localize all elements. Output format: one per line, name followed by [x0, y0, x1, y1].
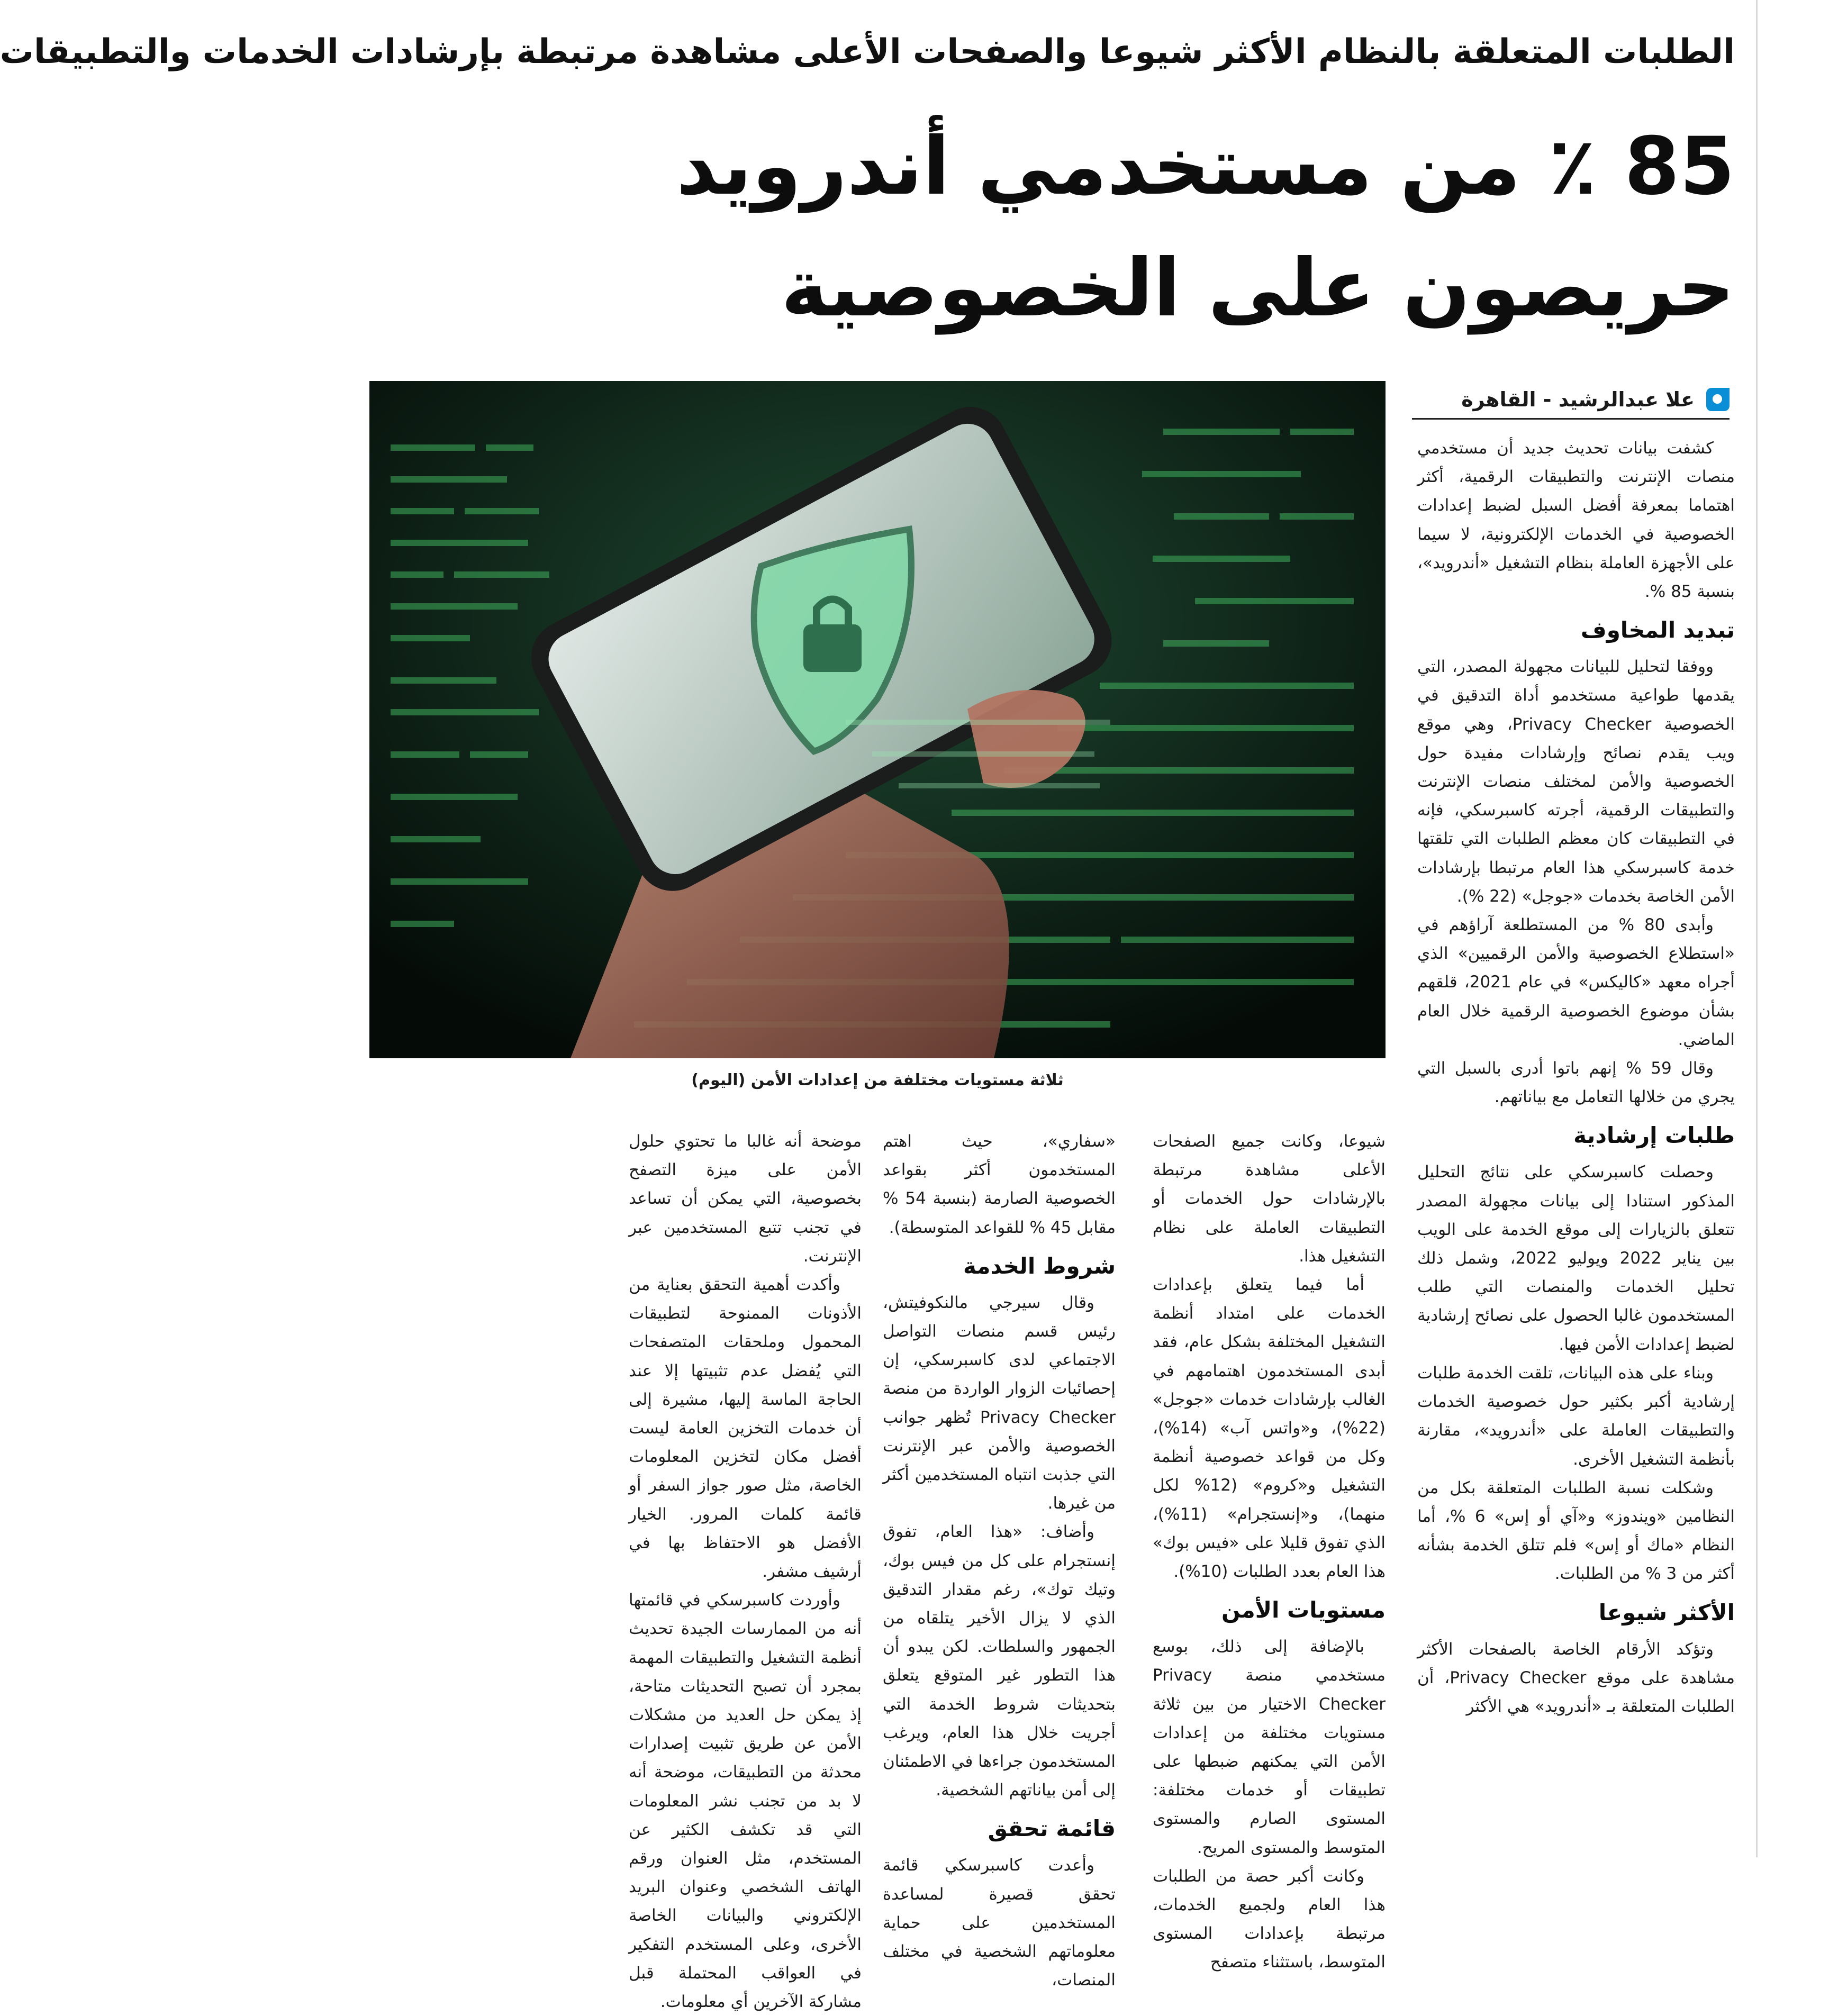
article-photo [369, 381, 1386, 1058]
kicker: الطلبات المتعلقة بالنظام الأكثر شيوعا والصفحات الأعلى مشاهدة مرتبطة بإرشادات الخدمات والتطبيقات [0, 32, 1735, 71]
paragraph: وبناء على هذه البيانات، تلقت الخدمة طلبات إرشادية أكبر بكثير حول خصوصية الخدمات والتطبيقات العاملة على «أندرويد»، مقارنة بأنظمة التشغيل الأخرى. [1417, 1363, 1735, 1469]
paragraph: وأعدت كاسبرسكي قائمة تحقق قصيرة لمساعدة المستخدمين على حماية معلوماتهم الشخصية في مختلف المنصات، [883, 1856, 1116, 1990]
paragraph: وشكلت نسبة الطلبات المتعلقة بكل من النظامين «ويندوز» و«آي أو إس» 6 %، أما النظام «ماك أو إس» فلم تتلق الخدمة بشأنه أكثر من 3 % من الطلبات. [1417, 1478, 1735, 1584]
subheading: شروط الخدمة [963, 1252, 1116, 1279]
paragraph: وأكدت أهمية التحقق بعناية من الأذونات الممنوحة لتطبيقات المحمول وملحقات المتصفحات التي يُفضل عدم تثبيتها إلا عند الحاجة الماسة إليها، مشيرة إلى أن خدمات التخزين العامة ليست أفضل مكان لتخزين المعلومات الخاصة، مثل صور جواز السفر أو قائمة كلمات المرور. الخيار الأفضل هو الاحتفاظ بها في أرشيف مشفر. [629, 1275, 862, 1582]
paragraph: وتؤكد الأرقام الخاصة بالصفحات الأكثر مشاهدة على موقع Privacy Checker، أن الطلبات المتعلقة بـ «أندرويد» هي الأكثر [1417, 1639, 1735, 1716]
paragraph: ووفقا لتحليل للبيانات مجهولة المصدر، التي يقدمها طواعية مستخدمو أداة التدقيق في الخصوصية Privacy Checker، وهي موقع ويب يقدم نصائح وإرشادات مفيدة حول الخصوصية والأمن لمختلف منصات الإنترنت والتطبيقات الرقمية، أجرته كاسبرسكي، فإنه في التطبيقات كان معظم الطلبات التي تلقتها خدمة كاسبرسكي هذا العام مرتبطا بإرشادات الأمن الخاصة بخدمات «جوجل» (22 %). [1417, 657, 1735, 906]
subheading: تبديد المخاوف [1580, 617, 1735, 643]
byline-text: علا عبدالرشيد - القاهرة [1461, 388, 1695, 411]
article-column-4 [629, 1127, 862, 2012]
paragraph: أما فيما يتعلق بإعدادات الخدمات على امتداد أنظمة التشغيل المختلفة بشكل عام، فقد أبدى المستخدمون اهتمامهم في الغالب بإرشادات خدمات «جوجل» (22%)، و«واتس آب» (14%)، وكل من قواعد خصوصية أنظمة التشغيل و«كروم» (12% لكل منهما)، و«إنستجرام» (11%)، الذي تفوق قليلا على «فيس بوك» هذا العام بعدد الطلبات (10%). [1153, 1275, 1386, 1582]
phone-security-illustration [369, 381, 1386, 1058]
subheading: طلبات إرشادية [1573, 1122, 1735, 1149]
paragraph: وحصلت كاسبرسكي على نتائج التحليل المذكور استنادا إلى بيانات مجهولة المصدر تتعلق بالزيارات إلى موقع الخدمة على الويب بين يناير 2022 ويوليو 2022، وشمل ذلك تحليل الخدمات والمنصات التي طلب المستخدمون غالبا الحصول على نصائح إرشادية لضبط إعدادات الأمن فيها. [1417, 1163, 1735, 1354]
paragraph: وقال 59 % إنهم باتوا أدرى بالسبل التي يجري من خلالها التعامل مع بياناتهم. [1417, 1059, 1735, 1107]
headline: 85 ٪ من مستخدمي أندرويد حريصون على الخصوصية [676, 121, 1735, 334]
article-column-1 [1417, 434, 1735, 1841]
subheading: مستويات الأمن [1221, 1597, 1386, 1623]
photo-caption: ثلاثة مستويات مختلفة من إعدادات الأمن (اليوم) [691, 1071, 1064, 1089]
paragraph: وقال سيرجي مالنكوفيتش، رئيس قسم منصات التواصل الاجتماعي لدى كاسبرسكي، إن إحصائيات الزوار الواردة من منصة Privacy Checker تُظهر جوانب الخصوصية والأمن عبر الإنترنت التي جذبت انتباه المستخدمين أكثر من غيرها. [883, 1293, 1116, 1513]
paragraph: وأبدى 80 % من المستطلعة آراؤهم في «استطلاع الخصوصية والأمن الرقميين» الذي أجراه معهد «كاليكس» في عام 2021، قلقهم بشأن موضوع الخصوصية الرقمية خلال العام الماضي. [1417, 915, 1735, 1049]
paragraph: وأضاف: «هذا العام، تفوق إنستجرام على كل من فيس بوك، وتيك توك»، رغم مقدار التدقيق الذي لا يزال الأخير يتلقاه من الجمهور والسلطات. لكن يبدو أن هذا التطور غير المتوقع يتعلق بتحديثات شروط الخدمة التي أجريت خلال هذا العام، ويرغب المستخدمون جراءها في الاطمئنان إلى أمن بياناتهم الشخصية. [883, 1522, 1116, 1800]
article-column-5 [369, 1127, 602, 1841]
paragraph: بالإضافة إلى ذلك، بوسع مستخدمي منصة Privacy Checker الاختيار من بين ثلاثة مستويات مختلفة من إعدادات الأمن التي يمكنهم ضبطها على تطبيقات أو خدمات مختلفة: المستوى الصارم والمستوى المتوسط والمستوى المريح. [1153, 1637, 1386, 1857]
page-edge-rule [1756, 0, 1758, 1857]
subheading: قائمة تحقق [988, 1815, 1116, 1842]
paragraph: كشفت بيانات تحديث جديد أن مستخدمي منصات الإنترنت والتطبيقات الرقمية، أكثر اهتماما بمعرفة أفضل السبل لضبط إعدادات الخصوصية في الخدمات الإلكترونية، لا سيما على الأجهزة العاملة بنظام التشغيل «أندرويد»، بنسبة 85 %. [1417, 439, 1735, 602]
paragraph: شيوعا، وكانت جميع الصفحات الأعلى مشاهدة مرتبطة بالإرشادات حول الخدمات أو التطبيقات العاملة على نظام التشغيل هذا. [1153, 1132, 1386, 1266]
paragraph: «سفاري»، حيث اهتم المستخدمون أكثر بقواعد الخصوصية الصارمة (بنسبة 54 % مقابل 45 % للقواعد المتوسطة). [883, 1132, 1116, 1237]
byline [1412, 381, 1730, 420]
paragraph: موضحة أنه غالبا ما تحتوي حلول الأمن على ميزة التصفح بخصوصية، التي يمكن أن تساعد في تجنب تتبع المستخدمين عبر الإنترنت. [629, 1132, 862, 1266]
paragraph: وأوردت كاسبرسكي في قائمتها أنه من الممارسات الجيدة تحديث أنظمة التشغيل والتطبيقات المهمة بمجرد أن تصبح التحديثات متاحة، إذ يمكن حل العديد من مشكلات الأمن عن طريق تثبيت إصدارات محدثة من التطبيقات، موضحة أنه لا بد من تجنب نشر المعلومات التي قد تكشف الكثير عن المستخدم، مثل العنوان ورقم الهاتف الشخصي وعنوان البريد الإلكتروني والبيانات الخاصة الأخرى، وعلى المستخدم التفكير في العواقب المحتملة قبل مشاركة الآخرين أي معلومات. [629, 1591, 862, 2012]
subheading: الأكثر شيوعا [1598, 1599, 1735, 1625]
article-column-3 [883, 1127, 1116, 1990]
article-column-2 [1153, 1127, 1386, 1972]
paragraph: وكانت أكبر حصة من الطلبات هذا العام ولجميع الخدمات، مرتبطة بإعدادات المستوى المتوسط، باستثناء متصفح [1153, 1866, 1386, 1972]
newspaper-logo-icon [1706, 388, 1730, 411]
